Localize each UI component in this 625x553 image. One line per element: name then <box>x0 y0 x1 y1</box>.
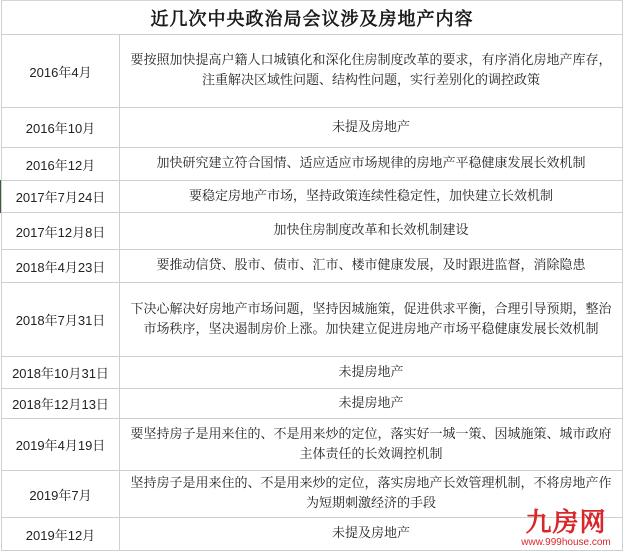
date-cell: 2018年4月23日 <box>2 250 120 282</box>
table-row <box>2 181 622 213</box>
table-row <box>2 250 622 283</box>
date-cell: 2016年4月 <box>2 35 120 107</box>
table-row <box>2 471 622 518</box>
content-cell: 坚持房子是用来住的、不是用来炒的定位，落实房地产长效管理机制，不将房地产作为短期刺激经济的手段 <box>130 476 612 511</box>
table-row <box>2 283 622 357</box>
date-cell: 2019年4月19日 <box>2 419 120 470</box>
date-cell: 2016年10月 <box>2 108 120 147</box>
table-row <box>2 108 622 148</box>
table-row <box>2 35 622 108</box>
content-cell: 加快住房制度改革和长效机制建设 <box>273 223 469 238</box>
content-cell: 要推动信贷、股市、债市、汇市、楼市健康发展，及时跟进监督，消除隐患 <box>156 258 586 273</box>
content-cell: 要稳定房地产市场，坚持政策连续性稳定性，加快建立长效机制 <box>188 188 553 204</box>
date-cell: 2018年7月31日 <box>2 283 120 356</box>
watermark-url: www.999house.com <box>521 537 611 548</box>
date-cell: 2017年7月24日 <box>2 181 120 212</box>
table-body <box>2 35 622 551</box>
table-row <box>2 148 622 181</box>
content-cell: 未提房地产 <box>338 364 404 380</box>
date-cell: 2019年12月 <box>2 518 120 550</box>
watermark-logo: 九房网 <box>525 508 607 538</box>
content-cell: 未提及房地产 <box>331 119 410 135</box>
policy-table <box>1 0 623 551</box>
content-cell: 未提房地产 <box>338 395 404 411</box>
table-row <box>2 357 622 389</box>
table-title: 近几次中央政治局会议涉及房地产内容 <box>2 1 622 35</box>
date-cell: 2018年12月13日 <box>2 389 120 418</box>
content-cell: 要坚持房子是用来住的、不是用来炒的定位，落实好一城一策、因城施策、城市政府主体责任的长效调控机制 <box>130 426 612 462</box>
content-cell: 下决心解决好房地产市场问题，坚持因城施策，促进供求平衡，合理引导预期，整治市场秩序，坚决遏制房价上涨。加快建立促进房地产市场平稳健康发展长效机制 <box>130 301 612 337</box>
date-cell: 2018年10月31日 <box>2 357 120 388</box>
table-row <box>2 419 622 471</box>
content-cell: 未提及房地产 <box>331 526 410 541</box>
date-cell: 2016年12月 <box>2 148 120 180</box>
table-row <box>2 518 622 551</box>
content-cell: 要按照加快提高户籍人口城镇化和深化住房制度改革的要求，有序消化房地产库存，注重解决区域性问题、结构性问题，实行差别化的调控政策 <box>130 53 612 88</box>
content-cell: 加快研究建立符合国情、适应适应市场规律的房地产平稳健康发展长效机制 <box>156 156 586 171</box>
date-cell: 2017年12月8日 <box>2 213 120 249</box>
date-cell: 2019年7月 <box>2 471 120 517</box>
table-row <box>2 389 622 419</box>
table-row <box>2 213 622 250</box>
